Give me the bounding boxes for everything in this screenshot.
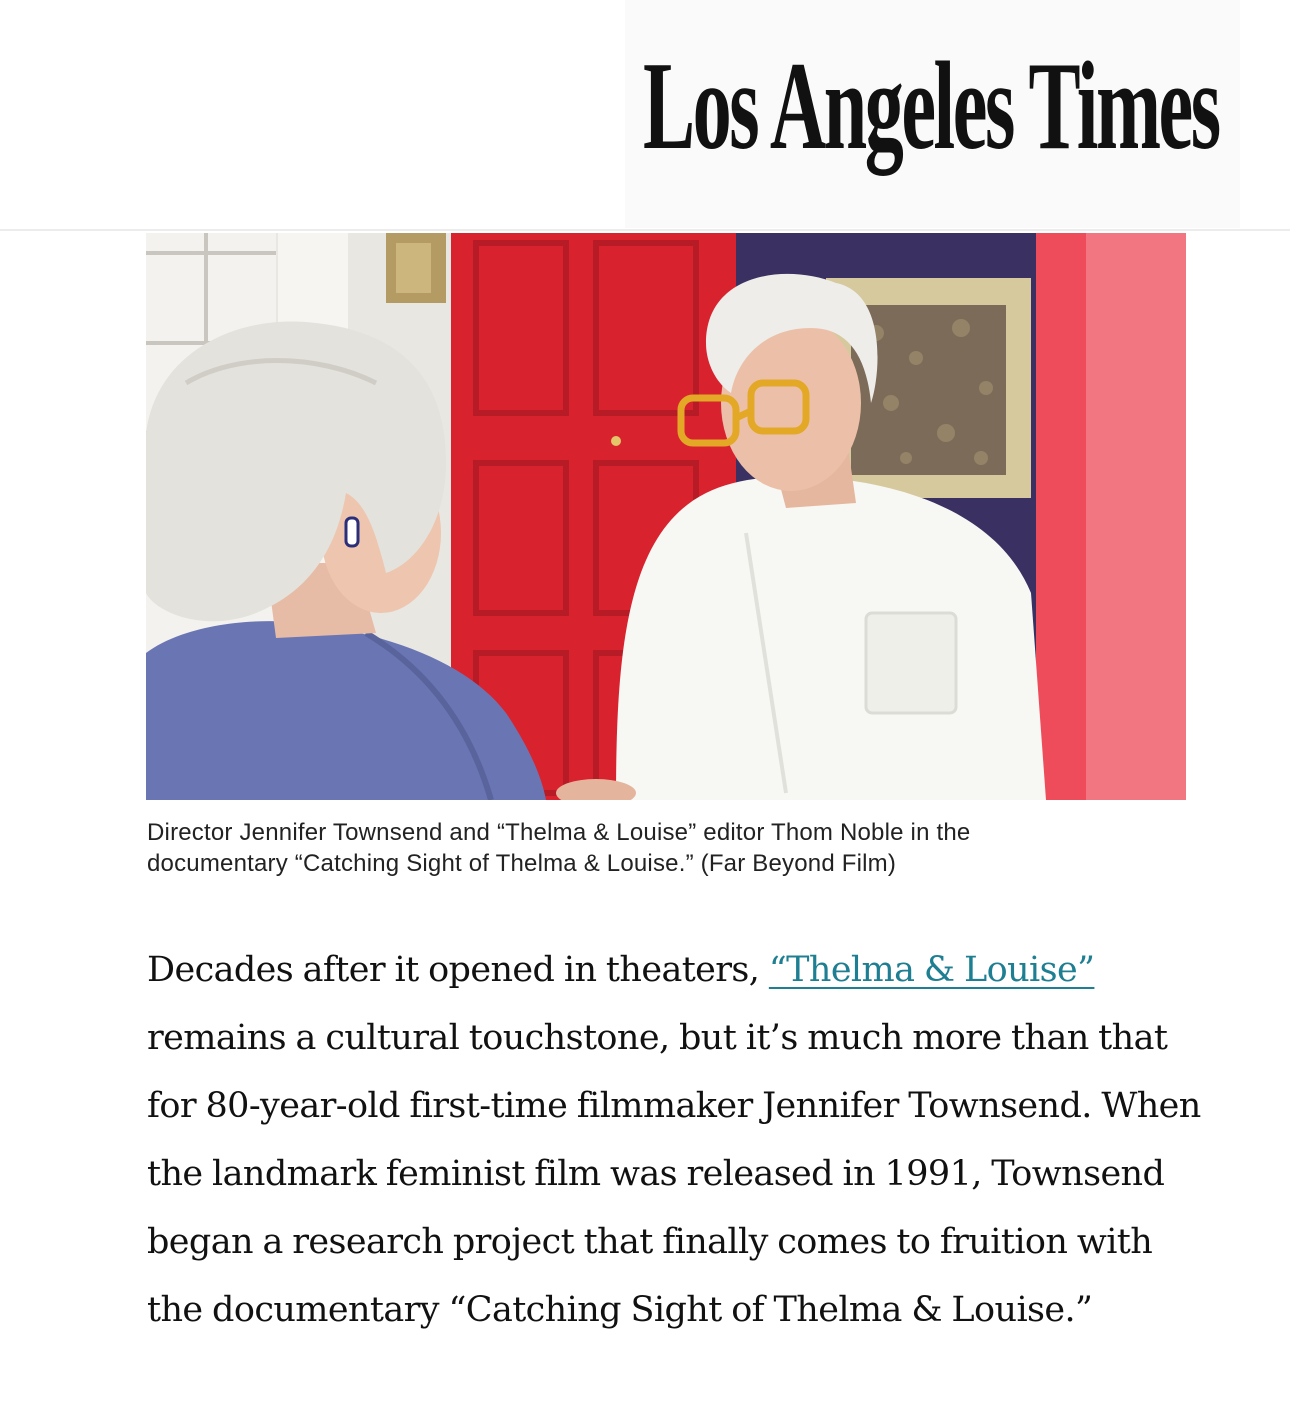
masthead	[0, 0, 1290, 230]
thelma-louise-link[interactable]: “Thelma & Louise”	[768, 950, 1095, 990]
caption-line-2: documentary “Catching Sight of Thelma & Louise.” (Far Beyond Film)	[147, 850, 897, 877]
caption-line-1: Director Jennifer Townsend and “Thelma & Louise” editor Thom Noble in the	[147, 819, 971, 846]
site-logo[interactable]	[625, 0, 1240, 228]
article-photo	[146, 233, 1186, 800]
photo-illustration	[146, 233, 1186, 800]
logo-wordmark: Los Angeles Times	[643, 37, 1219, 176]
photo-caption	[147, 817, 1207, 879]
article-paragraph	[147, 936, 1207, 1344]
article-body: remains a cultural touchstone, but it’s much more than that for 80-year-old first-time filmmaker Jennifer Townsend. When the landmark feminist film was released in 1991, Townsend began a research project that finally comes to fruition with the documentary “Catching Sight of Thelma & Louise.”	[147, 1018, 1201, 1330]
article-intro: Decades after it opened in theaters,	[147, 950, 769, 990]
masthead-divider	[0, 229, 1290, 231]
